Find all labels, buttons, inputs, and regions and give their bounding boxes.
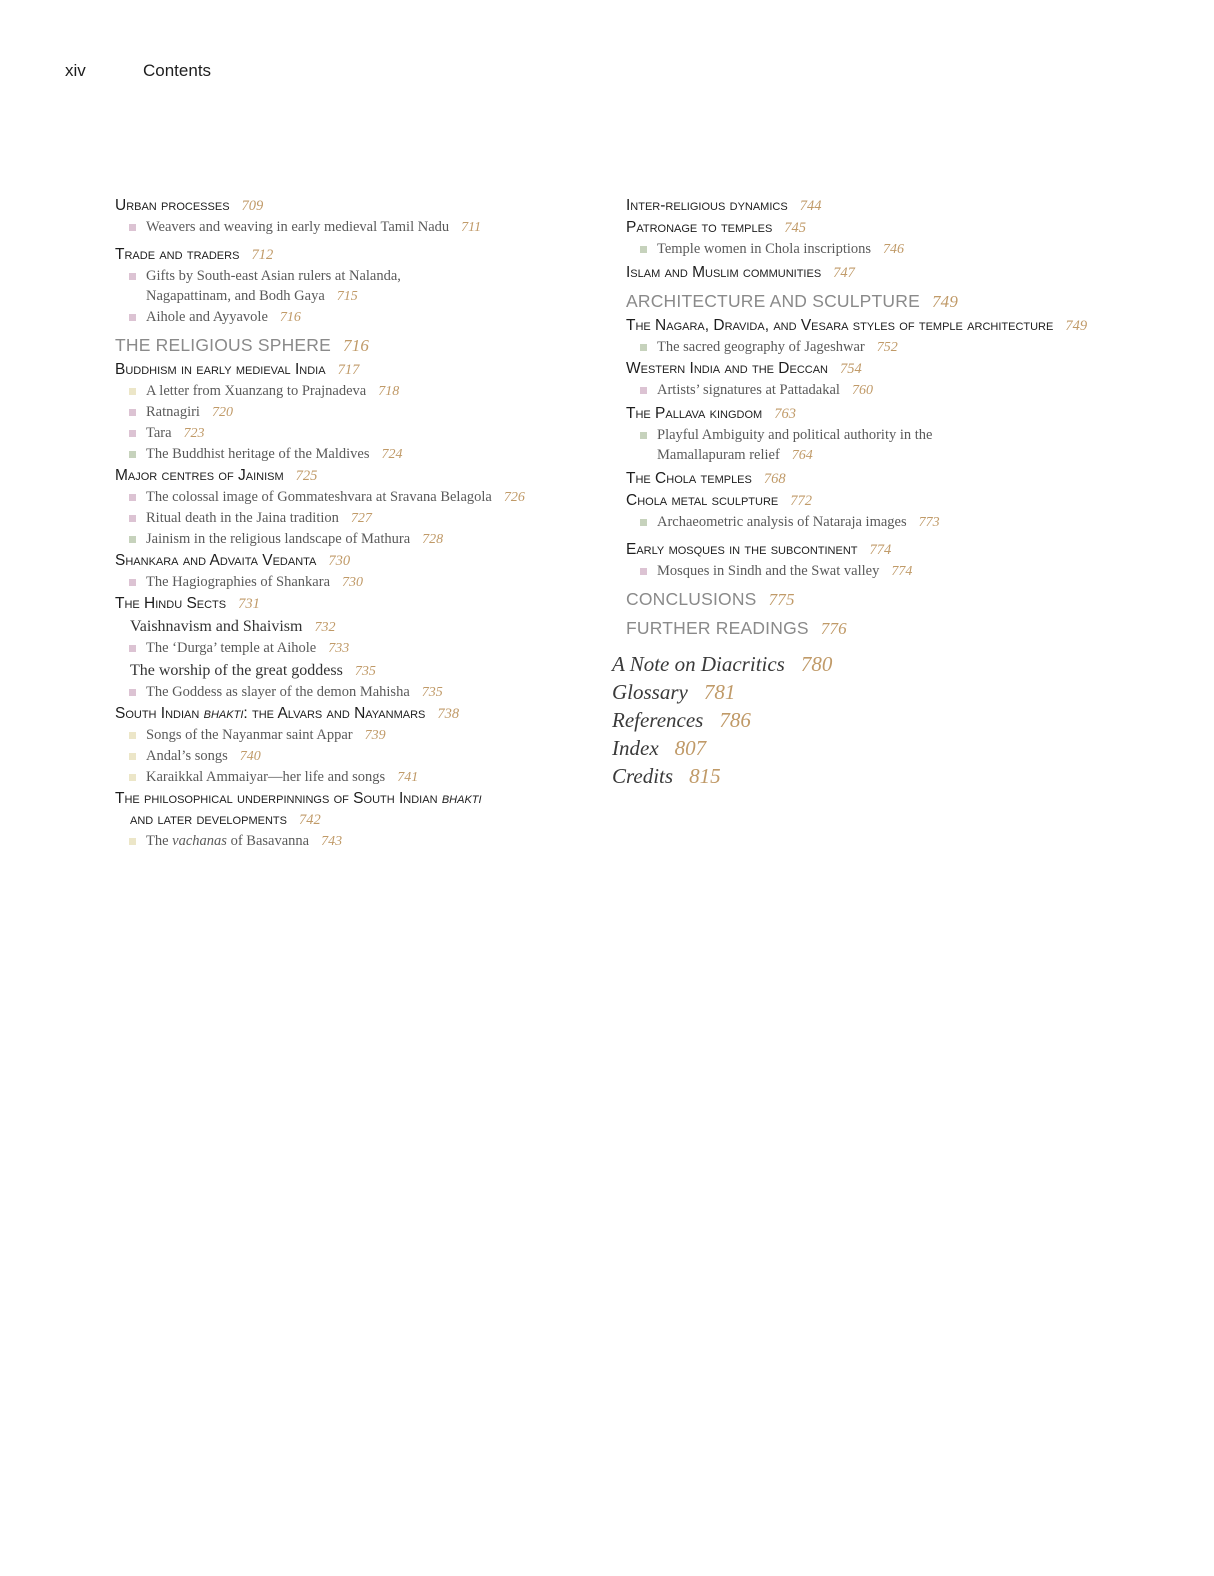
entry-text: Weavers and weaving in early medieval Tamil Nadu	[146, 219, 450, 235]
page-number: 745	[784, 220, 807, 236]
entry-text: Nagapattinam, and Bodh Gaya	[146, 288, 325, 304]
page-number: 735	[354, 664, 376, 679]
page-number: 718	[378, 384, 400, 399]
page-number: 730	[328, 553, 351, 569]
page-number: 739	[364, 728, 386, 743]
toc-box-feature[interactable]	[115, 572, 585, 593]
page-number: 740	[239, 749, 261, 764]
page-number: 776	[820, 619, 847, 638]
page-number: 749	[1065, 318, 1088, 334]
entry-text: Ritual death in the Jaina tradition	[146, 510, 339, 526]
entry-text: Playful Ambiguity and political authority in the	[657, 427, 933, 443]
entry-text: Gifts by South-east Asian rulers at Nalanda,	[146, 268, 401, 284]
entry-text: Index	[612, 736, 659, 760]
toc-part-heading[interactable]	[626, 288, 1186, 315]
entry-text: The Goddess as slayer of the demon Mahisha	[146, 684, 410, 700]
toc-section[interactable]	[626, 195, 1186, 217]
entry-text: vachanas	[172, 833, 227, 849]
entry-text: The Hindu Sects	[115, 595, 227, 612]
toc-box-feature[interactable]	[115, 638, 585, 659]
green-square-icon	[640, 432, 647, 439]
entry-text: The ‘Durga’ temple at Aihole	[146, 640, 317, 656]
entry-text: CONCLUSIONS	[626, 589, 757, 609]
toc-subsection[interactable]	[130, 660, 585, 682]
page-number: 754	[839, 361, 862, 377]
entry-text: Andal’s songs	[146, 748, 228, 764]
page-number: 763	[774, 406, 796, 422]
page-number: 781	[703, 680, 736, 704]
toc-box-feature[interactable]	[115, 444, 585, 465]
page-number: 764	[791, 448, 813, 463]
toc-section[interactable]	[626, 403, 1186, 425]
page-number: 727	[350, 511, 372, 526]
toc-subsection[interactable]	[130, 616, 585, 638]
entry-text: The Buddhist heritage of the Maldives	[146, 446, 370, 462]
entry-text: Western India and the Deccan	[626, 360, 828, 377]
toc-box-feature[interactable]	[115, 529, 585, 550]
toc-left-column	[115, 195, 585, 852]
entry-text: Karaikkal Ammaiyar—her life and songs	[146, 769, 386, 785]
toc-box-feature[interactable]	[115, 508, 585, 529]
green-square-icon	[640, 344, 647, 351]
page-number: 774	[891, 564, 913, 579]
page-number: 735	[421, 685, 443, 700]
page-number: 752	[876, 340, 898, 355]
entry-text: Shankara and Advaita Vedanta	[115, 552, 317, 569]
page-number: 730	[342, 575, 364, 590]
toc-section[interactable]	[115, 550, 585, 572]
entry-text: ARCHITECTURE AND SCULPTURE	[626, 291, 920, 311]
entry-text: Mamallapuram relief	[657, 447, 780, 463]
page-number: 731	[238, 596, 260, 612]
toc-section[interactable]	[115, 195, 585, 217]
entry-text: The Hagiographies of Shankara	[146, 574, 331, 590]
toc-section[interactable]	[626, 468, 1186, 490]
toc-back-matter-item[interactable]	[612, 678, 1012, 706]
entry-text: Islam and Muslim communities	[626, 264, 822, 281]
toc-section[interactable]	[626, 490, 1186, 512]
toc-part-heading[interactable]	[626, 615, 1186, 642]
toc-box-feature[interactable]	[115, 682, 585, 703]
entry-text: Urban processes	[115, 197, 230, 214]
toc-part-heading[interactable]	[115, 332, 585, 359]
page-number: 716	[343, 336, 370, 355]
toc-section[interactable]	[626, 262, 1186, 284]
toc-box-feature[interactable]	[115, 217, 585, 238]
entry-text: : the Alvars and Nayanmars	[243, 705, 426, 722]
entry-text: Major centres of Jainism	[115, 467, 284, 484]
entry-text: Artists’ signatures at Pattadakal	[657, 382, 840, 398]
entry-text: Inter-religious dynamics	[626, 197, 788, 214]
entry-text: Chola metal sculpture	[626, 492, 779, 509]
toc-section[interactable]	[626, 539, 1186, 561]
entry-text: bhakti	[441, 790, 482, 807]
entry-text: Vaishnavism and Shaivism	[130, 618, 303, 635]
pink-square-icon	[129, 515, 136, 522]
entry-text: Archaeometric analysis of Nataraja images	[657, 514, 907, 530]
page-number: 760	[851, 383, 873, 398]
entry-text: Glossary	[612, 680, 688, 704]
toc-box-feature[interactable]	[115, 381, 585, 402]
entry-text: and later developments	[130, 811, 287, 828]
page-number: 741	[397, 770, 419, 785]
toc-back-matter-item[interactable]	[612, 706, 1012, 734]
toc-section[interactable]	[115, 703, 585, 725]
green-square-icon	[640, 246, 647, 253]
toc-box-feature[interactable]	[115, 487, 585, 508]
page-number: 746	[883, 242, 905, 257]
entry-text: The worship of the great goddess	[130, 662, 343, 679]
toc-section[interactable]	[115, 593, 585, 615]
page-number: 724	[381, 447, 403, 462]
toc-box-feature[interactable]	[115, 746, 585, 767]
page-number: 726	[503, 490, 525, 505]
cream-square-icon	[129, 774, 136, 781]
page-number: 807	[674, 736, 707, 760]
page-number: 720	[211, 405, 233, 420]
toc-section[interactable]	[626, 217, 1186, 239]
cream-square-icon	[129, 838, 136, 845]
green-square-icon	[129, 536, 136, 543]
entry-text: FURTHER READINGS	[626, 618, 809, 638]
pink-square-icon	[129, 430, 136, 437]
green-square-icon	[640, 519, 647, 526]
page-number: 715	[336, 289, 358, 304]
pink-square-icon	[129, 494, 136, 501]
page-number: 728	[422, 532, 444, 547]
entry-text: The sacred geography of Jageshwar	[657, 339, 865, 355]
toc-box-feature[interactable]	[626, 561, 1186, 582]
entry-text: of Basavanna	[226, 833, 310, 849]
toc-box-feature[interactable]	[626, 425, 1186, 466]
toc-right-column	[626, 195, 1186, 642]
pink-square-icon	[129, 273, 136, 280]
entry-text: The philosophical underpinnings of South Indian	[115, 790, 442, 807]
pink-square-icon	[129, 409, 136, 416]
toc-section[interactable]	[115, 244, 585, 266]
page-number: 709	[241, 198, 264, 214]
toc-box-feature[interactable]	[115, 266, 585, 307]
page-number: 747	[833, 265, 855, 281]
entry-text: Tara	[146, 425, 172, 441]
page-number: 725	[295, 468, 318, 484]
entry-text: A Note on Diacritics	[612, 652, 785, 676]
toc-box-feature[interactable]	[115, 423, 585, 444]
toc-section[interactable]	[115, 465, 585, 487]
entry-text: Trade and traders	[115, 246, 240, 263]
page-folio: xiv	[65, 61, 86, 80]
cream-square-icon	[129, 732, 136, 739]
entry-text: The	[146, 833, 173, 849]
toc-back-matter	[612, 650, 1012, 790]
page-number: 749	[931, 292, 959, 311]
toc-part-heading[interactable]	[626, 586, 1186, 613]
page-number: 738	[437, 706, 460, 722]
toc-box-feature[interactable]	[626, 239, 1186, 260]
entry-text: The colossal image of Gommateshvara at Sravana Belagola	[146, 489, 492, 505]
page-number: 786	[719, 708, 751, 732]
entry-text: South Indian	[115, 705, 204, 722]
page-number: 773	[918, 515, 940, 530]
page-number: 768	[763, 471, 786, 487]
entry-text: The Nagara, Dravida, and Vesara styles of temple architecture	[626, 317, 1054, 334]
cream-square-icon	[129, 753, 136, 760]
toc-box-feature[interactable]	[626, 512, 1186, 533]
toc-box-feature[interactable]	[115, 831, 585, 852]
entry-text: Ratnagiri	[146, 404, 200, 420]
entry-text: Songs of the Nayanmar saint Appar	[146, 727, 353, 743]
page-number: 716	[279, 310, 301, 325]
toc-box-feature[interactable]	[626, 380, 1186, 401]
page-number: 732	[314, 620, 336, 635]
toc-section[interactable]	[115, 788, 585, 831]
page-number: 744	[799, 198, 822, 214]
pink-square-icon	[129, 314, 136, 321]
toc-box-feature[interactable]	[626, 337, 1186, 358]
entry-text: bhakti	[203, 705, 244, 722]
entry-text: A letter from Xuanzang to Prajnadeva	[146, 383, 367, 399]
page-number: 711	[461, 220, 482, 235]
toc-section[interactable]	[626, 358, 1186, 380]
page-number: 774	[869, 542, 892, 558]
pink-square-icon	[129, 645, 136, 652]
page-number: 717	[337, 362, 360, 378]
toc-back-matter-item[interactable]	[612, 762, 1012, 790]
page-number: 772	[790, 493, 812, 509]
entry-text: The Chola temples	[626, 470, 752, 487]
toc-back-matter-item[interactable]	[612, 734, 1012, 762]
green-square-icon	[129, 451, 136, 458]
toc-section[interactable]	[115, 359, 585, 381]
page-number: 733	[328, 641, 350, 656]
page-number: 723	[183, 426, 205, 441]
page-number: 780	[800, 652, 833, 676]
entry-text: References	[612, 708, 704, 732]
pink-square-icon	[640, 387, 647, 394]
entry-text: Buddhism in early medieval India	[115, 361, 326, 378]
page-number: 742	[298, 812, 321, 828]
pink-square-icon	[640, 568, 647, 575]
running-head	[65, 61, 211, 81]
toc-section[interactable]	[626, 315, 1186, 337]
toc-back-matter-item[interactable]	[612, 650, 1012, 678]
toc-box-feature[interactable]	[115, 307, 585, 328]
entry-text: Credits	[612, 764, 674, 788]
pink-square-icon	[129, 224, 136, 231]
entry-text: Jainism in the religious landscape of Mathura	[146, 531, 411, 547]
cream-square-icon	[129, 388, 136, 395]
toc-box-feature[interactable]	[115, 767, 585, 788]
pink-square-icon	[129, 689, 136, 696]
page-number: 712	[251, 247, 274, 263]
toc-box-feature[interactable]	[115, 725, 585, 746]
toc-box-feature[interactable]	[115, 402, 585, 423]
page-number: 775	[768, 590, 795, 609]
entry-text: Early mosques in the subcontinent	[626, 541, 858, 558]
entry-text: Aihole and Ayyavole	[146, 309, 268, 325]
entry-text: Mosques in Sindh and the Swat valley	[657, 563, 880, 579]
entry-text: Patronage to temples	[626, 219, 773, 236]
entry-text: Temple women in Chola inscriptions	[657, 241, 872, 257]
running-title: Contents	[143, 61, 212, 80]
pink-square-icon	[129, 579, 136, 586]
entry-text: THE RELIGIOUS SPHERE	[115, 335, 331, 355]
page-number: 815	[689, 764, 721, 788]
page-number: 743	[321, 834, 343, 849]
entry-text: The Pallava kingdom	[626, 405, 763, 422]
